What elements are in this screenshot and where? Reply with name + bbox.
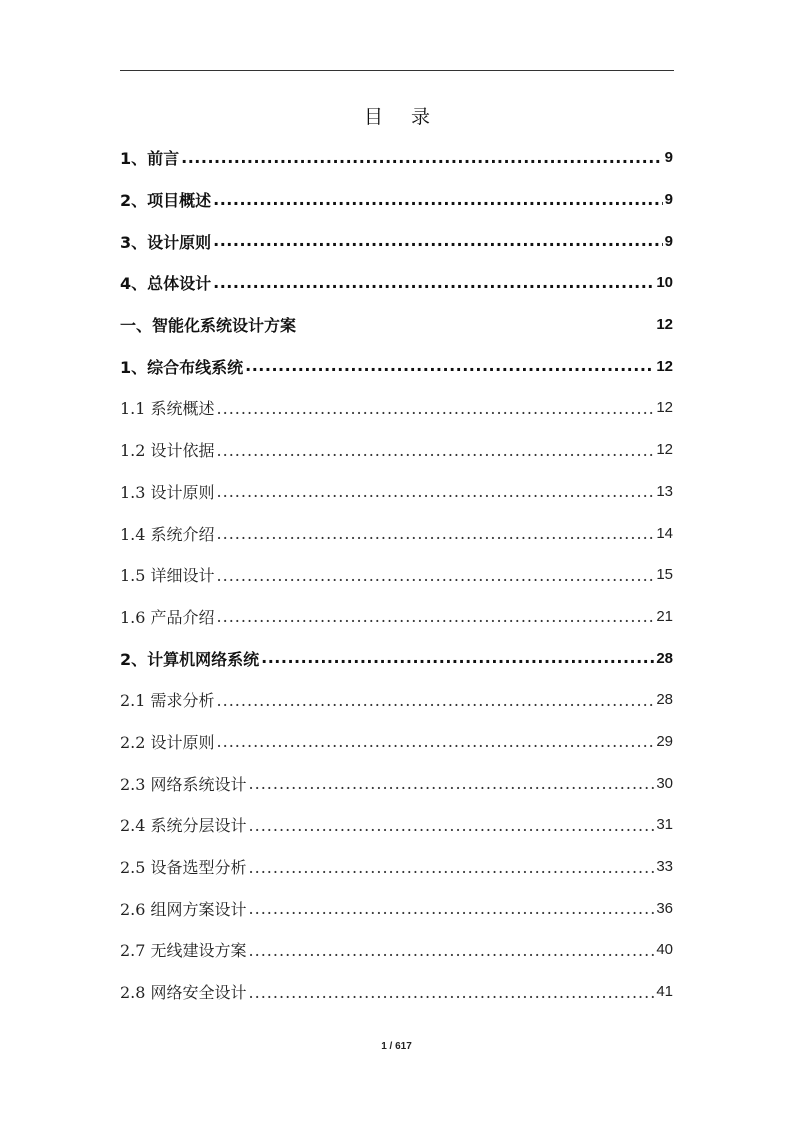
dot-leader xyxy=(217,692,655,708)
toc-entry-label: 4、总体设计 xyxy=(120,274,212,294)
toc-entry[interactable] xyxy=(120,304,673,346)
dot-leader xyxy=(249,859,655,875)
toc-entry[interactable] xyxy=(120,262,673,304)
toc-title-char-2: 录 xyxy=(411,106,431,128)
toc-entry[interactable] xyxy=(120,929,673,971)
toc-entry-page: 21 xyxy=(656,607,673,625)
toc-entry[interactable] xyxy=(120,721,673,763)
dot-leader xyxy=(213,275,654,291)
dot-leader xyxy=(217,483,655,499)
toc-entry[interactable] xyxy=(120,512,673,554)
toc-entry-label: 2.3 网络系统设计 xyxy=(120,774,247,794)
table-of-contents xyxy=(120,137,673,1012)
dot-leader xyxy=(213,233,663,249)
dot-leader xyxy=(217,525,655,541)
page-number-footer: 1 / 617 xyxy=(381,1041,412,1052)
toc-title xyxy=(120,102,674,129)
toc-entry[interactable] xyxy=(120,220,673,262)
toc-entry[interactable] xyxy=(120,846,673,888)
toc-entry-page: 31 xyxy=(656,816,673,834)
toc-entry-page: 30 xyxy=(656,774,673,792)
dot-leader xyxy=(298,317,654,333)
toc-entry-page: 41 xyxy=(656,983,673,1001)
toc-entry-page: 12 xyxy=(656,399,673,417)
toc-entry-label: 1.3 设计原则 xyxy=(120,482,215,502)
toc-entry-label: 1.6 产品介绍 xyxy=(120,607,215,627)
toc-entry[interactable] xyxy=(120,137,673,179)
toc-entry-label: 1.4 系统介绍 xyxy=(120,524,215,544)
dot-leader xyxy=(213,192,663,208)
toc-entry-page: 14 xyxy=(656,524,673,542)
toc-entry-page: 10 xyxy=(656,274,673,292)
toc-entry-page: 15 xyxy=(656,566,673,584)
toc-entry-page: 28 xyxy=(656,691,673,709)
toc-entry-label: 2.4 系统分层设计 xyxy=(120,816,247,836)
toc-entry[interactable] xyxy=(120,762,673,804)
toc-entry-label: 2.7 无线建设方案 xyxy=(120,941,247,961)
dot-leader xyxy=(245,358,654,374)
toc-entry-label: 2.1 需求分析 xyxy=(120,691,215,711)
dot-leader xyxy=(181,150,663,166)
toc-entry-page: 36 xyxy=(656,899,673,917)
toc-entry[interactable] xyxy=(120,971,673,1013)
toc-entry[interactable] xyxy=(120,637,673,679)
dot-leader xyxy=(261,650,654,666)
toc-entry-page: 9 xyxy=(664,232,673,250)
toc-entry[interactable] xyxy=(120,596,673,638)
toc-entry[interactable] xyxy=(120,429,673,471)
dot-leader xyxy=(217,733,655,749)
toc-entry[interactable] xyxy=(120,887,673,929)
toc-entry-label: 3、设计原则 xyxy=(120,232,212,252)
toc-entry-page: 13 xyxy=(656,482,673,500)
toc-entry-label: 2.8 网络安全设计 xyxy=(120,983,247,1003)
toc-entry-label: 2、项目概述 xyxy=(120,191,212,211)
toc-entry-label: 2、计算机网络系统 xyxy=(120,649,260,669)
dot-leader xyxy=(217,608,655,624)
toc-entry[interactable] xyxy=(120,679,673,721)
dot-leader xyxy=(249,984,655,1000)
toc-entry-page: 12 xyxy=(656,441,673,459)
dot-leader xyxy=(217,400,655,416)
toc-entry-page: 9 xyxy=(664,149,673,167)
toc-entry[interactable] xyxy=(120,179,673,221)
toc-entry-label: 1、综合布线系统 xyxy=(120,357,244,377)
toc-entry-label: 一、智能化系统设计方案 xyxy=(120,316,297,336)
dot-leader xyxy=(249,775,655,791)
toc-entry-page: 40 xyxy=(656,941,673,959)
toc-title-char-1: 目 xyxy=(363,106,383,128)
toc-entry-page: 33 xyxy=(656,858,673,876)
toc-entry-page: 12 xyxy=(656,316,673,334)
toc-entry[interactable] xyxy=(120,387,673,429)
toc-entry[interactable] xyxy=(120,804,673,846)
toc-entry-page: 29 xyxy=(656,732,673,750)
toc-entry-label: 2.2 设计原则 xyxy=(120,732,215,752)
toc-entry-page: 28 xyxy=(656,649,673,667)
dot-leader xyxy=(249,900,655,916)
dot-leader xyxy=(217,567,655,583)
toc-entry[interactable] xyxy=(120,471,673,513)
toc-entry-page: 9 xyxy=(664,191,673,209)
toc-entry-page: 12 xyxy=(656,357,673,375)
toc-entry[interactable] xyxy=(120,345,673,387)
dot-leader xyxy=(217,442,655,458)
toc-entry[interactable] xyxy=(120,554,673,596)
toc-entry-label: 2.6 组网方案设计 xyxy=(120,899,247,919)
header-rule xyxy=(120,70,674,71)
dot-leader xyxy=(249,942,655,958)
toc-entry-label: 1.2 设计依据 xyxy=(120,441,215,461)
toc-entry-label: 1、前言 xyxy=(120,149,180,169)
dot-leader xyxy=(249,817,655,833)
toc-entry-label: 1.1 系统概述 xyxy=(120,399,215,419)
toc-entry-label: 1.5 详细设计 xyxy=(120,566,215,586)
toc-entry-label: 2.5 设备选型分析 xyxy=(120,858,247,878)
